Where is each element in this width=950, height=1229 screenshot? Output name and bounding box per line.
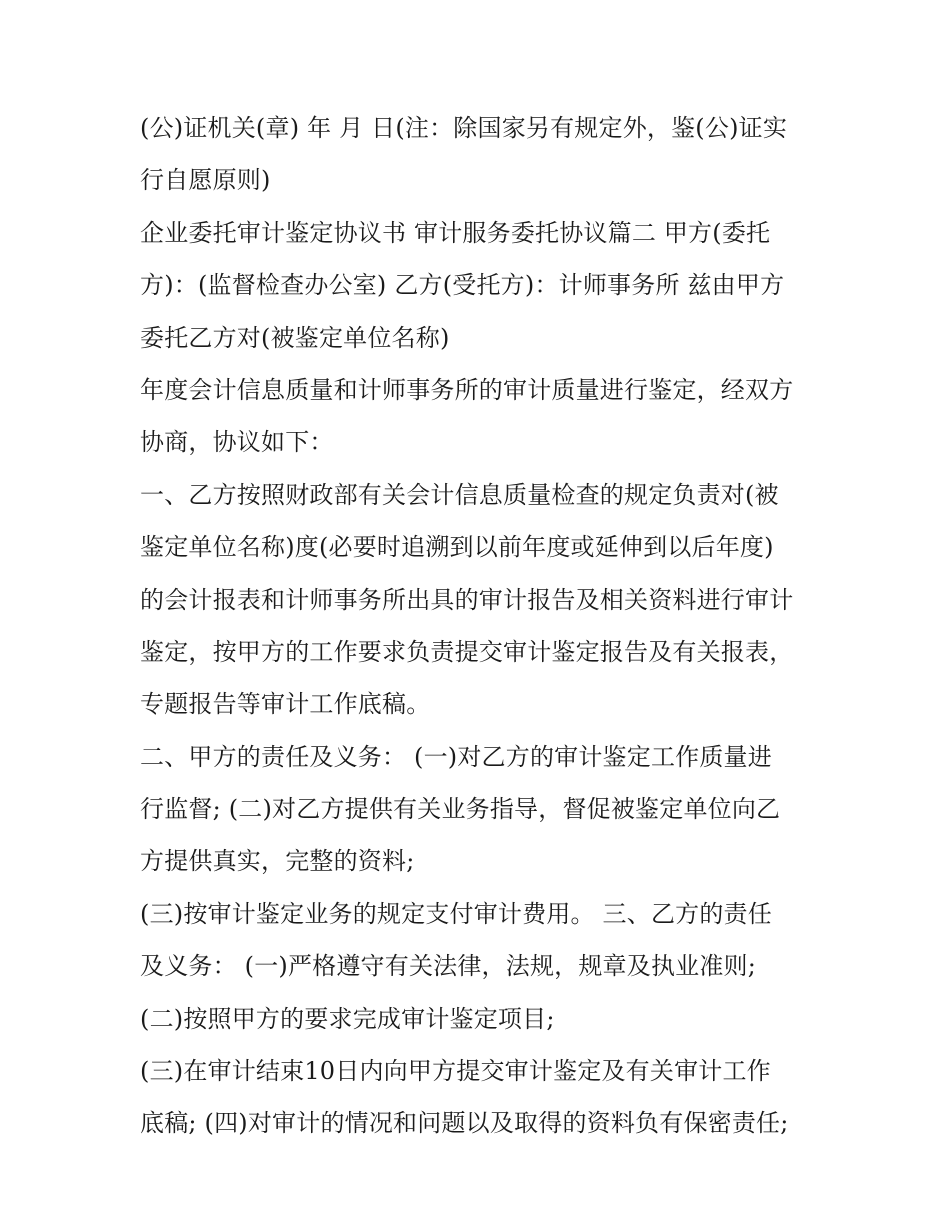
text-line: 方提供真实，完整的资料; (140, 847, 415, 876)
text-line: (公)证机关(章) 年 月 日(注：除国家另有规定外，鉴(公)证实 (140, 114, 788, 142)
text-line: 专题报告等审计工作底稿。 (140, 690, 431, 719)
document-body (140, 102, 820, 1150)
text-line: 企业委托审计鉴定协议书 审计服务委托协议篇二 甲方(委托 (140, 218, 771, 247)
text-line: 一、乙方按照财政部有关会计信息质量检查的规定负责对(被 (140, 480, 779, 509)
text-line: 委托乙方对(被鉴定单位名称) (140, 323, 450, 352)
text-line: 方)：(监督检查办公室) 乙方(受托方)：计师事务所 兹由甲方 (140, 271, 785, 300)
text-line: 的会计报表和计师事务所出具的审计报告及相关资料进行审计 (140, 585, 794, 614)
text-line: 二、甲方的责任及义务： (一)对乙方的审计鉴定工作质量进 (140, 742, 772, 771)
text-line: (三)在审计结束10日内向甲方提交审计鉴定及有关审计工作 (140, 1057, 771, 1086)
text-line: 及义务： (一)严格遵守有关法律，法规，规章及执业准则; (140, 952, 757, 981)
text-line: (三)按审计鉴定业务的规定支付审计费用。 三、乙方的责任 (140, 899, 772, 928)
text-line: 底稿; (四)对审计的情况和问题以及取得的资料负有保密责任; (140, 1109, 789, 1138)
text-line: 年度会计信息质量和计师事务所的审计质量进行鉴定，经双方 (140, 375, 794, 404)
text-line: (二)按照甲方的要求完成审计鉴定项目; (140, 1004, 555, 1033)
text-line: 行监督; (二)对乙方提供有关业务指导，督促被鉴定单位向乙 (140, 795, 781, 824)
text-line: 鉴定，按甲方的工作要求负责提交审计鉴定报告及有关报表， (140, 637, 794, 666)
text-line: 协商，协议如下： (140, 428, 334, 457)
text-line: 鉴定单位名称)度(必要时追溯到以前年度或延伸到以后年度) (140, 533, 774, 562)
text-line: 行自愿原则) (140, 166, 271, 195)
